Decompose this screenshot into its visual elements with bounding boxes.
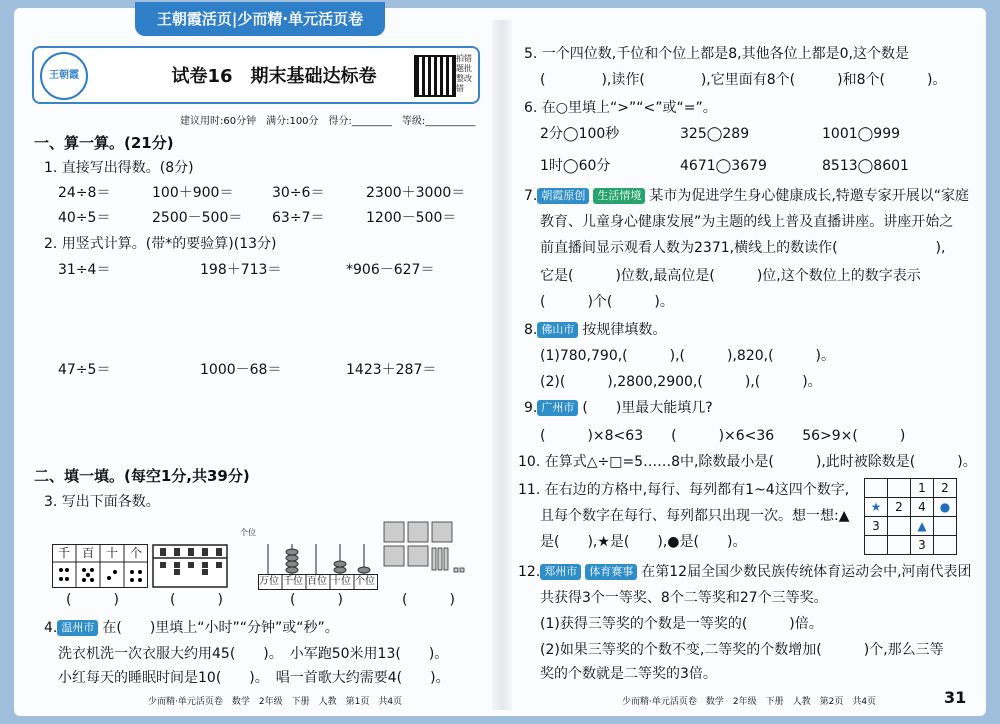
region-tag: 温州市 [57, 620, 98, 635]
q9-line: ( )×8<63 ( )×6<36 56>9×( ) [540, 428, 906, 444]
q8-text: 按规律填数。 [582, 322, 667, 338]
compare-item: 325◯289 [680, 126, 750, 142]
compare-item: 1时◯60分 [540, 158, 611, 174]
abacus-place-label: 千位 [283, 576, 303, 587]
grid-cell: 3 [865, 517, 888, 536]
page-footer-left: 少而精·单元活页卷 数学 2年级 下册 人教 第1页 共4页 [148, 697, 403, 707]
qr-label: 拍错题批整改错 [456, 54, 472, 93]
page-footer-right: 少而精·单元活页卷 数学 2年级 下册 人教 第2页 共4页 [622, 697, 877, 707]
q8-line [524, 322, 666, 339]
test-meta: 建议用时:60分钟 满分:100分 得分:________ 等级:__________ [180, 116, 476, 127]
q11-line: 且每个数字在每行、每列都只出现一次。想一想:▲ [540, 508, 850, 524]
qr-code-icon [414, 55, 456, 97]
grid-cell [888, 536, 911, 555]
q12-line: (2)如果三等奖的个数不变,二等奖的个数增加( )个,那么三等 [540, 642, 944, 658]
region-tag: 佛山市 [537, 322, 578, 337]
test-header [32, 46, 480, 104]
context-tag: 生活情境 [593, 188, 645, 203]
compare-item: 2分◯100秒 [540, 126, 620, 142]
calc-item: 40÷5＝ [58, 210, 111, 226]
q12-line: 共获得3个一等奖、8个二等奖和27个三等奖。 [540, 590, 828, 606]
section-1-heading: 一、算一算。(21分) [34, 134, 174, 152]
q7-number: 7. [524, 188, 538, 204]
place-label: 个 [130, 546, 143, 560]
vertical-calc-item: 1423＋287＝ [346, 362, 437, 378]
calc-item: 2500－500＝ [152, 210, 243, 226]
q7-line: 它是( )位数,最高位是( )位,这个数位上的数字表示 [540, 268, 921, 284]
q9-number: 9. [524, 400, 538, 416]
place-label: 百 [82, 546, 95, 560]
compare-item: 4671◯3679 [680, 158, 767, 174]
q4-prompt [44, 620, 339, 637]
brand-banner: 王朝霞活页|少而精·单元活页卷 [135, 2, 385, 36]
calc-item: 1200－500＝ [366, 210, 457, 226]
q11-line: 是( ),★是( ),●是( )。 [540, 534, 747, 550]
q7-line: 前直播间显示观看人数为2371,横线上的数读作( ), [540, 240, 946, 256]
q1-prompt: 1. 直接写出得数。(8分) [44, 160, 194, 176]
q4-number: 4. [44, 620, 58, 636]
q12-line: 奖的个数就是二等奖的3倍。 [540, 666, 717, 682]
calc-item: 63÷7＝ [272, 210, 325, 226]
vertical-calc-item: 198＋713＝ [200, 262, 282, 278]
abacus-figure [152, 544, 228, 588]
origin-tag: 朝霞原创 [537, 188, 589, 203]
q5-line: ( ),读作( ),它里面有8个( )和8个( )。 [540, 72, 947, 88]
q12-text: 在第12届全国少数民族传统体育运动会中,河南代表团 [641, 564, 972, 580]
vertical-calc-item: 47÷5＝ [58, 362, 111, 378]
grid-cell: ★ [865, 498, 888, 517]
q5-line: 5. 一个四位数,千位和个位上都是8,其他各位上都是0,这个数是 [524, 46, 909, 62]
calc-item: 24÷8＝ [58, 185, 111, 201]
section-2-heading: 二、填一填。(每空1分,共39分) [34, 467, 250, 485]
q3-prompt: 3. 写出下面各数。 [44, 494, 160, 510]
calc-item: 30÷6＝ [272, 185, 325, 201]
test-title: 试卷16 期末基础达标卷 [171, 66, 377, 87]
answer-blank[interactable]: ( ) [66, 592, 119, 608]
grid-cell [888, 479, 911, 498]
q8-line: (1)780,790,( ),( ),820,( )。 [540, 348, 836, 364]
abacus-place-label: 万位 [259, 576, 279, 587]
compare-item: 8513◯8601 [822, 158, 909, 174]
answer-blank[interactable]: ( ) [402, 592, 455, 608]
grid-cell: 2 [888, 498, 911, 517]
region-tag: 郑州市 [540, 564, 581, 579]
q7-line [524, 188, 969, 205]
compare-item: 1001◯999 [822, 126, 901, 142]
q8-line: (2)( ),2800,2900,( ),( )。 [540, 374, 822, 390]
calc-item: 100＋900＝ [152, 185, 234, 201]
grid-cell [934, 536, 957, 555]
q7-line: 教育、儿童身心健康发展”为主题的线上普及直播讲座。讲座开始之 [540, 214, 954, 230]
grid-cell [934, 517, 957, 536]
q4-text: 在( )里填上“小时”“分钟”或“秒”。 [102, 620, 339, 636]
abacus-place-label: 个位 [355, 576, 375, 587]
grid-cell [888, 517, 911, 536]
page-spine [492, 20, 512, 710]
q9-line [524, 400, 713, 417]
q9-text: ( )里最大能填几? [582, 400, 713, 416]
grid-cell: ● [934, 498, 957, 517]
calc-item: 2300＋3000＝ [366, 185, 466, 201]
grid-cell: 3 [911, 536, 934, 555]
q11-line: 11. 在右边的方格中,每行、每列都有1~4这四个数字, [518, 482, 850, 498]
latin-square-grid [864, 478, 957, 555]
q7-line: ( )个( )。 [540, 294, 674, 310]
context-tag: 体育赛事 [585, 564, 637, 579]
abacus-top-label: 个位 [240, 528, 256, 537]
q6-prompt: 6. 在○里填上“>”“<”或“=”。 [524, 100, 717, 116]
q12-line [518, 564, 972, 581]
place-label: 十 [106, 546, 119, 560]
abacus-place-label: 百位 [307, 576, 327, 587]
grid-cell [865, 479, 888, 498]
vertical-calc-item: 31÷4＝ [58, 262, 111, 278]
q8-number: 8. [524, 322, 538, 338]
q2-prompt: 2. 用竖式计算。(带*的要验算)(13分) [44, 236, 277, 252]
vertical-calc-item: *906－627＝ [346, 262, 435, 278]
q10-line: 10. 在算式△÷□=5……8中,除数最小是( ),此时被除数是( )。 [518, 454, 977, 470]
grid-cell: 1 [911, 479, 934, 498]
page-number: 31 [944, 688, 967, 707]
q4-line: 小红每天的睡眠时间是10( )。 唱一首歌大约需要4( )。 [58, 670, 450, 686]
grid-cell: ▲ [911, 517, 934, 536]
answer-blank[interactable]: ( ) [290, 592, 343, 608]
answer-blank[interactable]: ( ) [170, 592, 223, 608]
q7-text: 某市为促进学生身心健康成长,特邀专家开展以“家庭 [649, 188, 970, 204]
q12-line: (1)获得三等奖的个数是一等奖的( )倍。 [540, 616, 823, 632]
logo: 王朝霞 [40, 52, 88, 100]
q4-line: 洗衣机洗一次衣服大约用45( )。 小军跑50米用13( )。 [58, 646, 449, 662]
place-label: 千 [58, 546, 71, 560]
grid-cell: 2 [934, 479, 957, 498]
grid-cell [865, 536, 888, 555]
base-ten-cubes [380, 518, 470, 588]
region-tag: 广州市 [537, 400, 578, 415]
vertical-calc-item: 1000－68＝ [200, 362, 282, 378]
abacus-place-label: 十位 [331, 576, 351, 587]
grid-cell: 4 [911, 498, 934, 517]
q12-number: 12. [518, 564, 541, 580]
